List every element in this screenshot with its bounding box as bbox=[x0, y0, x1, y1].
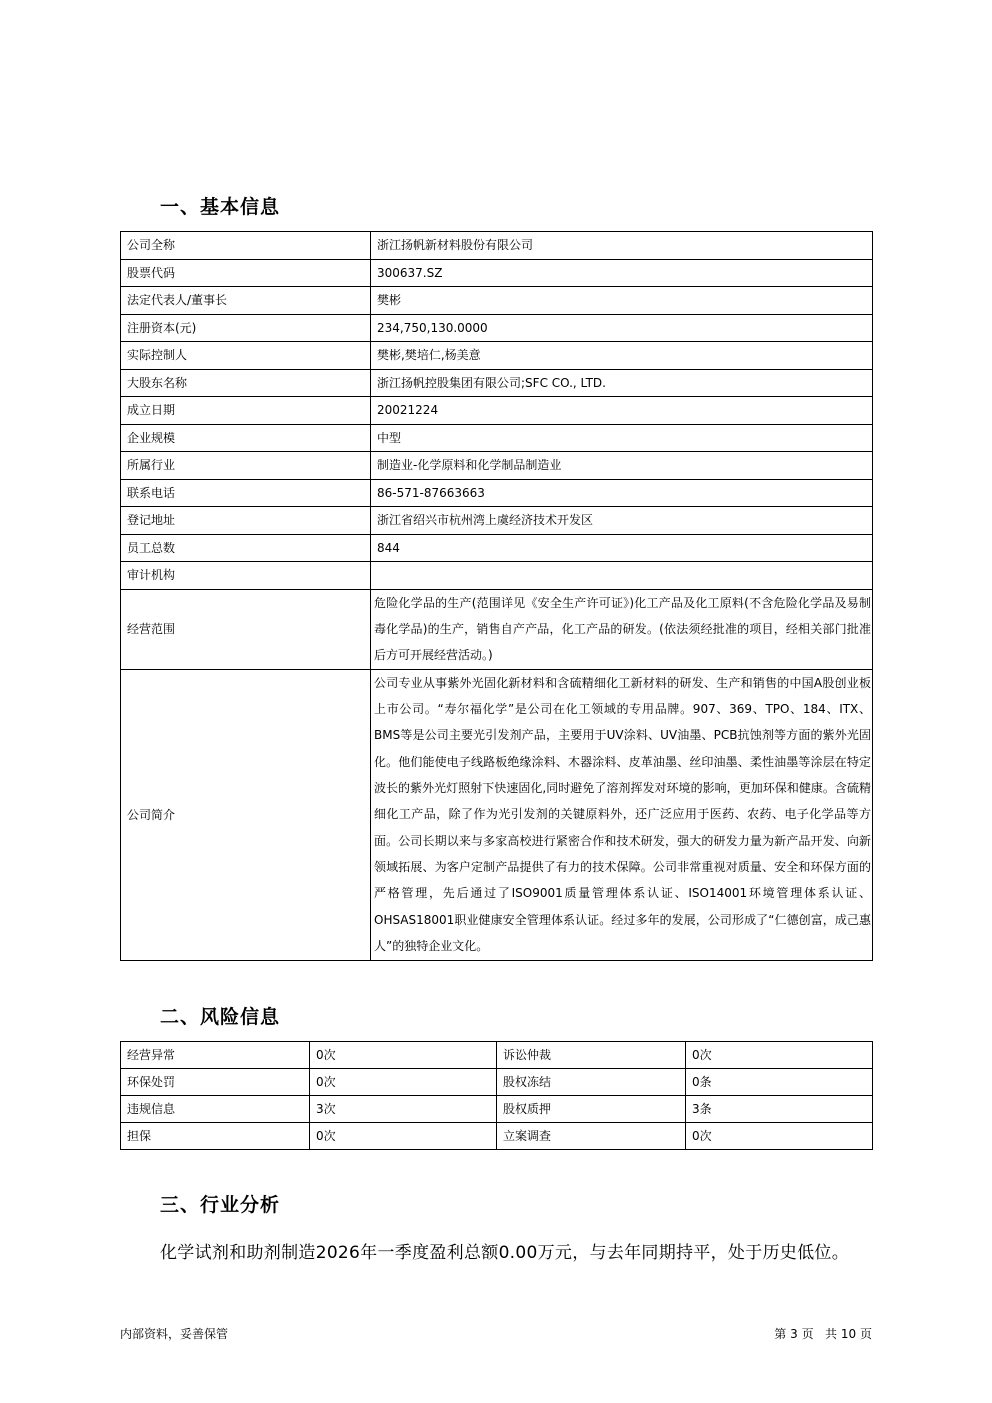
page-prefix: 第 bbox=[774, 1327, 787, 1341]
page-num: 3 bbox=[790, 1327, 798, 1341]
risk-value: 0次 bbox=[686, 1123, 873, 1150]
risk-label: 股权冻结 bbox=[497, 1069, 686, 1096]
section-title-basic: 一、基本信息 bbox=[160, 196, 281, 218]
field-value: 樊彬 bbox=[371, 287, 873, 315]
field-label: 审计机构 bbox=[121, 562, 371, 590]
risk-label: 诉讼仲裁 bbox=[497, 1042, 686, 1069]
field-value: 浙江省绍兴市杭州湾上虞经济技术开发区 bbox=[371, 507, 873, 535]
risk-info-table bbox=[120, 1041, 873, 1150]
field-value: 浙江扬帆新材料股份有限公司 bbox=[371, 232, 873, 260]
field-label: 注册资本(元) bbox=[121, 314, 371, 342]
page-mid: 页 bbox=[801, 1327, 814, 1341]
field-label: 法定代表人/董事长 bbox=[121, 287, 371, 315]
table-row bbox=[121, 232, 873, 260]
company-intro-label: 公司简介 bbox=[121, 669, 371, 960]
table-row bbox=[121, 397, 873, 425]
field-value: 86-571-87663663 bbox=[371, 479, 873, 507]
table-row bbox=[121, 1096, 873, 1123]
business-scope-value: 危险化学品的生产(范围详见《安全生产许可证》)化工产品及化工原料(不含危险化学品及易制毒化学品)的生产，销售自产产品，化工产品的研发。(依法须经批准的项目，经相关部门批准后方可开展经营活动。) bbox=[371, 589, 873, 669]
risk-label: 经营异常 bbox=[121, 1042, 310, 1069]
field-value: 樊彬,樊培仁,杨美意 bbox=[371, 342, 873, 370]
risk-value: 0条 bbox=[686, 1069, 873, 1096]
field-label: 所属行业 bbox=[121, 452, 371, 480]
table-row bbox=[121, 1042, 873, 1069]
risk-label: 违规信息 bbox=[121, 1096, 310, 1123]
risk-label: 环保处罚 bbox=[121, 1069, 310, 1096]
field-label: 实际控制人 bbox=[121, 342, 371, 370]
table-row-business-scope bbox=[121, 589, 873, 669]
table-row bbox=[121, 424, 873, 452]
field-value: 制造业-化学原料和化学制品制造业 bbox=[371, 452, 873, 480]
field-value: 300637.SZ bbox=[371, 259, 873, 287]
table-row bbox=[121, 452, 873, 480]
field-label: 大股东名称 bbox=[121, 369, 371, 397]
table-row bbox=[121, 259, 873, 287]
risk-label: 担保 bbox=[121, 1123, 310, 1150]
risk-value: 0次 bbox=[310, 1069, 497, 1096]
table-row bbox=[121, 562, 873, 590]
section-title-risk: 二、风险信息 bbox=[160, 1006, 281, 1028]
table-row-company-intro bbox=[121, 669, 873, 960]
risk-value: 3次 bbox=[310, 1096, 497, 1123]
table-row bbox=[121, 1069, 873, 1096]
field-value: 中型 bbox=[371, 424, 873, 452]
table-row bbox=[121, 534, 873, 562]
section-title-industry: 三、行业分析 bbox=[160, 1194, 281, 1216]
field-value: 844 bbox=[371, 534, 873, 562]
field-label: 股票代码 bbox=[121, 259, 371, 287]
table-row bbox=[121, 314, 873, 342]
field-label: 登记地址 bbox=[121, 507, 371, 535]
industry-analysis-text: 化学试剂和助剂制造2026年一季度盈利总额0.00万元，与去年同期持平，处于历史低位。 bbox=[160, 1243, 850, 1263]
risk-label: 股权质押 bbox=[497, 1096, 686, 1123]
footer-page-number bbox=[774, 1325, 872, 1342]
table-row bbox=[121, 369, 873, 397]
field-label: 员工总数 bbox=[121, 534, 371, 562]
risk-value: 0次 bbox=[686, 1042, 873, 1069]
risk-value: 0次 bbox=[310, 1042, 497, 1069]
company-intro-value: 公司专业从事紫外光固化新材料和含硫精细化工新材料的研发、生产和销售的中国A股创业板上市公司。“寿尔福化学”是公司在化工领域的专用品牌。907、369、TPO、184、ITX、BMS等是公司主要光引发剂产品，主要用于UV涂料、UV油墨、PCB抗蚀剂等方面的紫外光固化。他们能使电子线路板绝缘涂料、木器涂料、皮革油墨、丝印油墨、柔性油墨等涂层在特定波长的紫外光灯照射下快速固化,同时避免了溶剂挥发对环境的影响，更加环保和健康。含硫精细化工产品，除了作为光引发剂的关键原料外，还广泛应用于医药、农药、电子化学品等方面。公司长期以来与多家高校进行紧密合作和技术研发，强大的研发力量为新产品开发、向新领域拓展、为客户定制产品提供了有力的技术保障。公司非常重视对质量、安全和环保方面的严格管理，先后通过了ISO9001质量管理体系认证、ISO14001环境管理体系认证、OHSAS18001职业健康安全管理体系认证。经过多年的发展，公司形成了“仁德创富，成己惠人”的独特企业文化。 bbox=[371, 669, 873, 960]
field-value: 234,750,130.0000 bbox=[371, 314, 873, 342]
field-label: 联系电话 bbox=[121, 479, 371, 507]
basic-info-table bbox=[120, 231, 873, 961]
field-value: 浙江扬帆控股集团有限公司;SFC CO., LTD. bbox=[371, 369, 873, 397]
field-value: 20021224 bbox=[371, 397, 873, 425]
table-row bbox=[121, 479, 873, 507]
table-row bbox=[121, 287, 873, 315]
table-row bbox=[121, 507, 873, 535]
field-label: 成立日期 bbox=[121, 397, 371, 425]
total-num: 10 bbox=[840, 1327, 857, 1341]
business-scope-label: 经营范围 bbox=[121, 589, 371, 669]
risk-label: 立案调查 bbox=[497, 1123, 686, 1150]
risk-value: 0次 bbox=[310, 1123, 497, 1150]
footer-confidential-note: 内部资料，妥善保管 bbox=[120, 1327, 229, 1341]
field-label: 企业规模 bbox=[121, 424, 371, 452]
field-label: 公司全称 bbox=[121, 232, 371, 260]
risk-value: 3条 bbox=[686, 1096, 873, 1123]
field-value bbox=[371, 562, 873, 590]
table-row bbox=[121, 342, 873, 370]
total-prefix: 共 bbox=[825, 1327, 838, 1341]
total-suffix: 页 bbox=[859, 1327, 872, 1341]
table-row bbox=[121, 1123, 873, 1150]
